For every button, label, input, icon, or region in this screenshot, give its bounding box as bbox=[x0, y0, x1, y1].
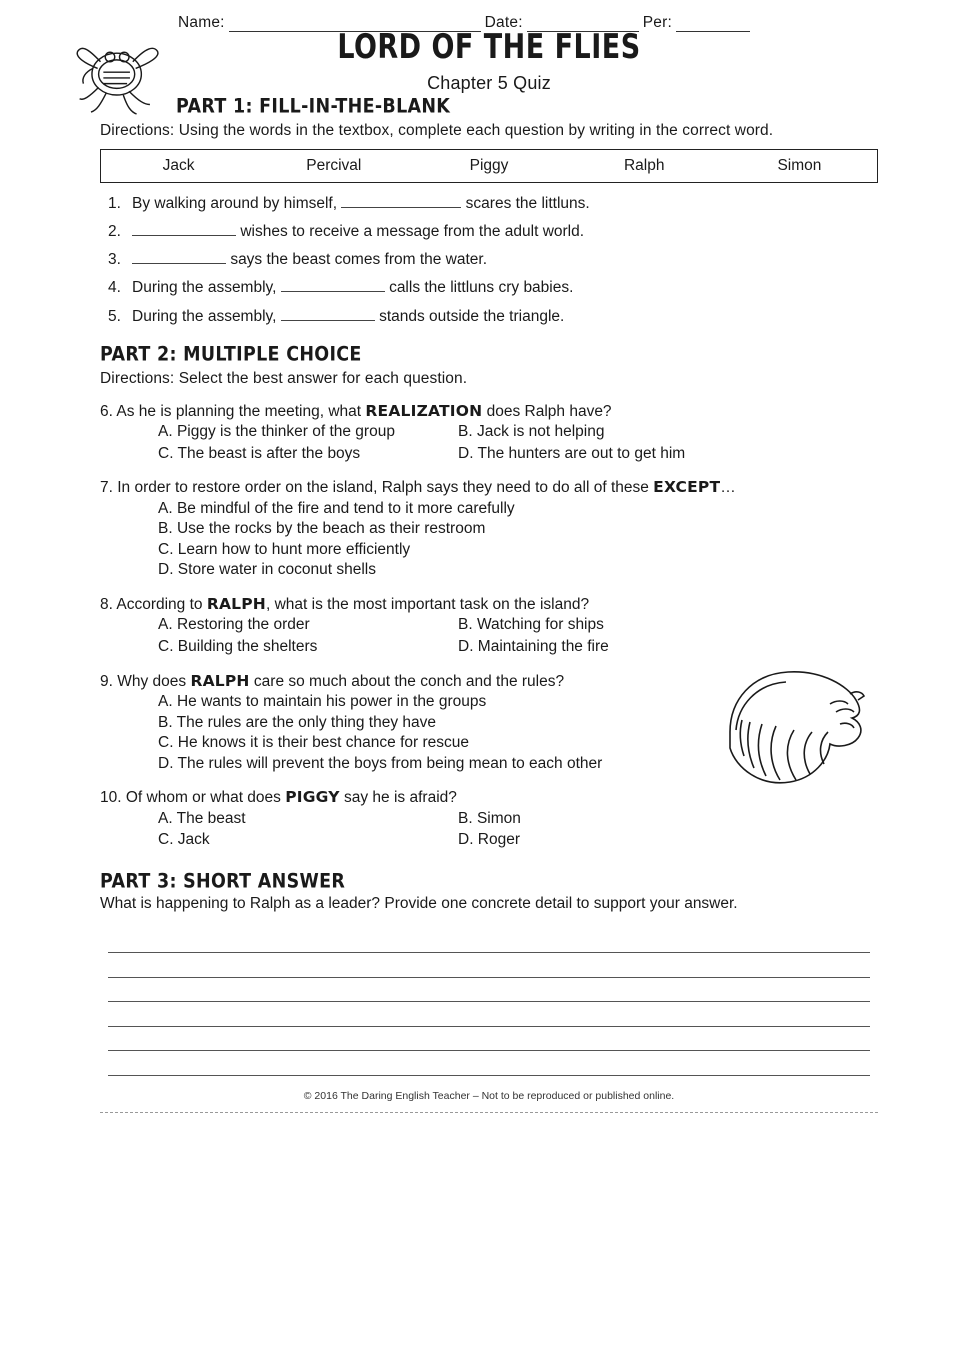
question-emphasis: PIGGY bbox=[285, 788, 340, 807]
choice-d[interactable]: D. Roger bbox=[458, 831, 521, 849]
question-stem-post: care so much about the conch and the rules? bbox=[249, 672, 565, 690]
item-number: 3. bbox=[108, 251, 121, 269]
part3-heading: PART 3: SHORT ANSWER bbox=[100, 870, 346, 893]
answer-blank[interactable] bbox=[341, 207, 461, 208]
part1-directions: Directions: Using the words in the textbox, complete each question by writing in the correct word. bbox=[100, 121, 774, 139]
question-emphasis: RALPH bbox=[206, 594, 266, 613]
choice-a[interactable]: A. Piggy is the thinker of the group bbox=[158, 422, 395, 440]
part2-directions: Directions: Select the best answer for each question. bbox=[100, 369, 468, 387]
choice-b[interactable]: B. Use the rocks by the beach as their restroom bbox=[158, 520, 486, 538]
footer-copyright: © 2016 The Daring English Teacher – Not to be reproduced or published online. bbox=[303, 1089, 675, 1102]
answer-line[interactable] bbox=[108, 1002, 870, 1027]
question-stem: 8. According to bbox=[100, 595, 207, 613]
choice-b[interactable]: B. The rules are the only thing they have bbox=[158, 713, 437, 731]
question-7 bbox=[100, 478, 878, 497]
question-6-choices bbox=[158, 422, 878, 464]
list-item bbox=[108, 251, 878, 269]
word-bank-item: Percival bbox=[306, 156, 362, 174]
choice-c[interactable]: C. The beast is after the boys bbox=[158, 444, 361, 462]
question-emphasis: RALPH bbox=[190, 671, 250, 690]
choice-d[interactable]: D. The rules will prevent the boys from being mean to each other bbox=[158, 754, 603, 772]
choice-a[interactable]: A. Restoring the order bbox=[158, 616, 310, 634]
question-8 bbox=[100, 595, 878, 614]
question-stem: 9. Why does bbox=[100, 672, 191, 690]
question-stem: 10. Of whom or what does bbox=[100, 789, 286, 807]
answer-blank[interactable] bbox=[281, 291, 385, 292]
choice-c[interactable]: C. Learn how to hunt more efficiently bbox=[158, 540, 411, 558]
name-label: Name: bbox=[178, 14, 225, 31]
answer-line[interactable] bbox=[108, 1051, 870, 1076]
question-stem-post: , what is the most important task on the island? bbox=[265, 595, 590, 613]
answer-blank[interactable] bbox=[281, 320, 375, 321]
question-8-choices bbox=[158, 615, 878, 657]
choice-a[interactable]: A. He wants to maintain his power in the groups bbox=[158, 692, 487, 710]
item-number: 2. bbox=[108, 222, 121, 240]
choice-c[interactable]: C. Building the shelters bbox=[158, 637, 318, 655]
question-stem: 6. As he is planning the meeting, what bbox=[100, 402, 366, 420]
word-bank-item: Piggy bbox=[469, 156, 509, 174]
page-title: LORD OF THE FLIES bbox=[337, 27, 641, 68]
item-number: 5. bbox=[108, 307, 121, 325]
choice-d[interactable]: D. Store water in coconut shells bbox=[158, 561, 376, 579]
item-text-after: wishes to receive a message from the adult world. bbox=[240, 222, 585, 240]
choice-b[interactable]: B. Watching for ships bbox=[458, 616, 604, 634]
fill-in-blank-list bbox=[100, 195, 878, 326]
conch-shell-illustration bbox=[710, 660, 870, 800]
question-emphasis: EXCEPT bbox=[653, 478, 721, 497]
item-text-before: During the assembly, bbox=[132, 307, 281, 325]
item-text-after: says the beast comes from the water. bbox=[230, 251, 488, 269]
word-bank-item: Simon bbox=[777, 156, 822, 174]
question-stem-post: … bbox=[720, 479, 736, 497]
short-answer-area[interactable] bbox=[100, 929, 878, 1076]
choice-d[interactable]: D. The hunters are out to get him bbox=[458, 444, 686, 462]
item-text-before: During the assembly, bbox=[132, 279, 281, 297]
list-item bbox=[108, 222, 878, 241]
choice-c[interactable]: C. Jack bbox=[158, 831, 210, 849]
part3-prompt: What is happening to Ralph as a leader? Provide one concrete detail to support your answer. bbox=[100, 894, 738, 912]
question-stem: 7. In order to restore order on the island, Ralph says they need to do all of these bbox=[100, 479, 654, 497]
part1-heading: PART 1: FILL-IN-THE-BLANK bbox=[176, 95, 451, 118]
question-7-choices bbox=[158, 499, 878, 581]
choice-d[interactable]: D. Maintaining the fire bbox=[458, 637, 609, 655]
question-10-choices bbox=[158, 809, 878, 851]
part2-heading: PART 2: MULTIPLE CHOICE bbox=[100, 343, 362, 366]
answer-blank[interactable] bbox=[132, 235, 236, 236]
item-number: 4. bbox=[108, 279, 121, 297]
question-6 bbox=[100, 402, 878, 421]
answer-line[interactable] bbox=[108, 929, 870, 954]
list-item bbox=[108, 194, 878, 213]
item-text-after: scares the littluns. bbox=[465, 194, 590, 212]
answer-blank[interactable] bbox=[132, 263, 226, 264]
period-label: Per: bbox=[642, 14, 672, 31]
title-block bbox=[100, 27, 878, 94]
choice-b[interactable]: B. Jack is not helping bbox=[458, 422, 605, 440]
choice-c[interactable]: C. He knows it is their best chance for rescue bbox=[158, 734, 469, 752]
choice-a[interactable]: A. The beast bbox=[158, 809, 246, 827]
list-item bbox=[108, 307, 878, 326]
word-bank bbox=[100, 149, 878, 183]
item-text-after: stands outside the triangle. bbox=[379, 307, 565, 325]
choice-a[interactable]: A. Be mindful of the fire and tend to it more carefully bbox=[158, 499, 515, 517]
item-number: 1. bbox=[108, 194, 121, 212]
question-emphasis: REALIZATION bbox=[365, 401, 483, 420]
answer-line[interactable] bbox=[108, 978, 870, 1003]
answer-line[interactable] bbox=[108, 1027, 870, 1052]
word-bank-item: Ralph bbox=[623, 156, 665, 174]
choice-b[interactable]: B. Simon bbox=[458, 809, 521, 827]
page-cut-divider bbox=[100, 1112, 878, 1113]
list-item bbox=[108, 279, 878, 297]
date-label: Date: bbox=[484, 14, 523, 31]
word-bank-item: Jack bbox=[162, 156, 195, 174]
page-subtitle: Chapter 5 Quiz bbox=[427, 72, 551, 93]
question-stem-post: say he is afraid? bbox=[339, 789, 457, 807]
question-stem-post: does Ralph have? bbox=[482, 402, 612, 420]
item-text-after: calls the littluns cry babies. bbox=[389, 279, 574, 297]
item-text-before: By walking around by himself, bbox=[132, 194, 342, 212]
answer-line[interactable] bbox=[108, 953, 870, 978]
